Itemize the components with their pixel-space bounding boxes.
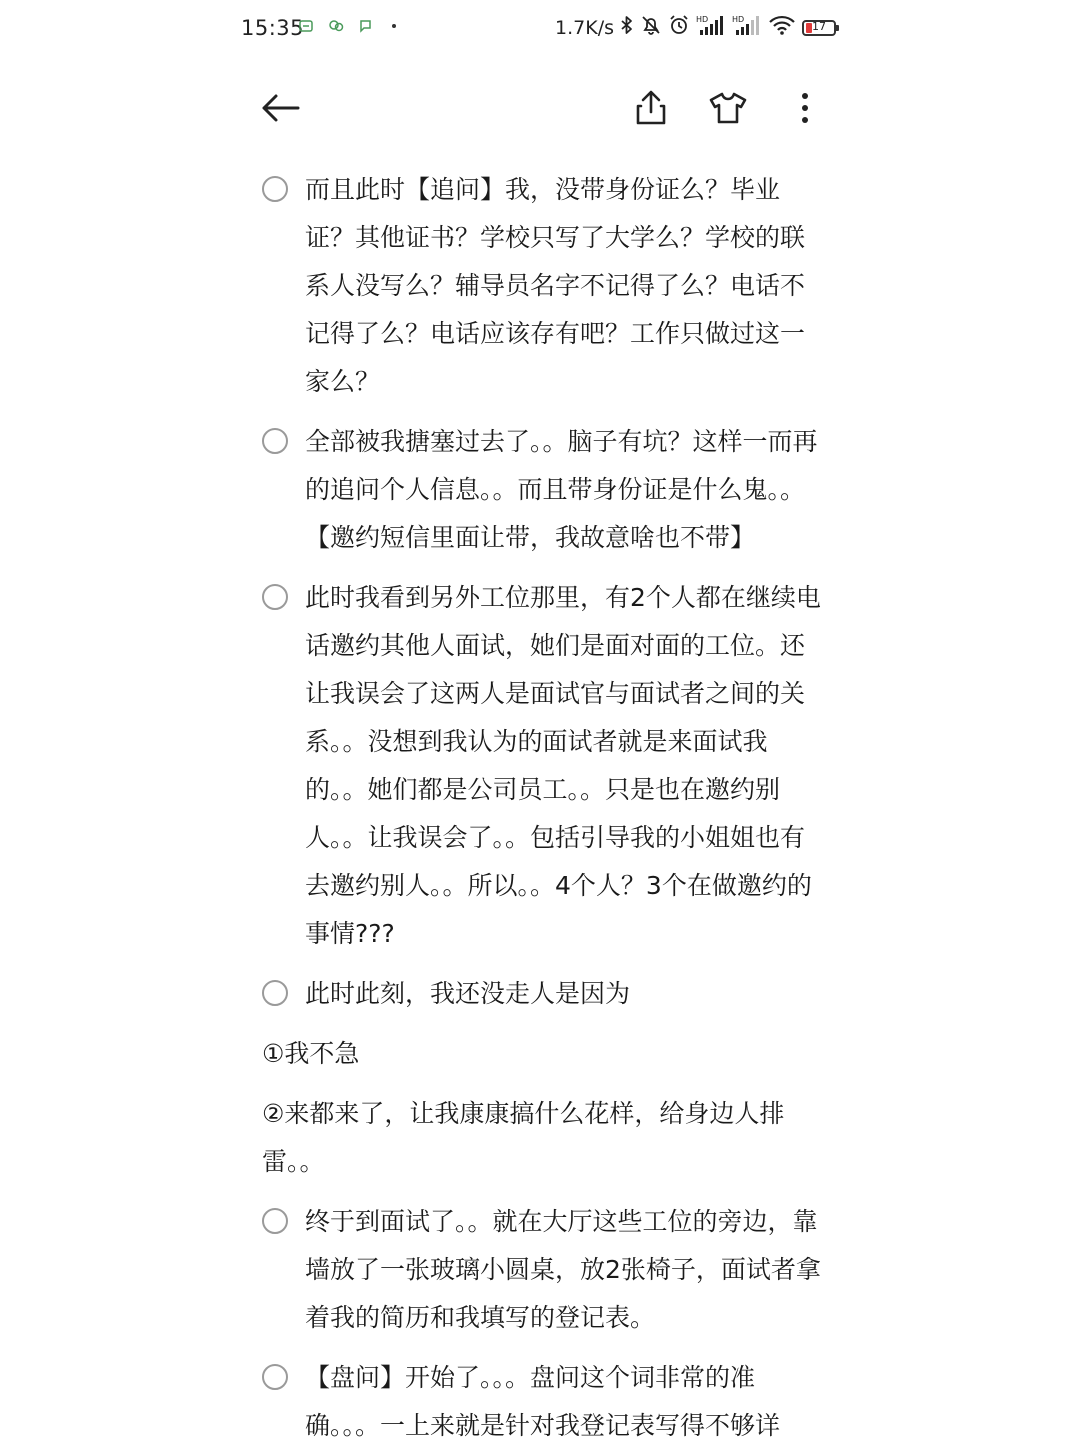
more-vertical-icon: [799, 92, 811, 124]
checklist-item: [262, 574, 822, 958]
arrow-left-icon: [260, 93, 300, 123]
svg-text:HD: HD: [732, 15, 745, 24]
checkbox-circle[interactable]: [262, 1364, 288, 1390]
paragraph-text[interactable]: ①我不急: [262, 1039, 360, 1068]
more-options-button[interactable]: [779, 82, 831, 134]
bluetooth-icon: [620, 15, 634, 40]
svg-text:HD: HD: [696, 15, 709, 24]
wifi-icon: [768, 14, 796, 41]
app-notification-icon: [298, 18, 314, 34]
checklist-item: [262, 1354, 822, 1450]
battery-level-text: 17: [812, 19, 826, 33]
theme-button[interactable]: [702, 82, 754, 134]
chat-notification-icon: [328, 18, 344, 34]
status-time: 15:35: [241, 16, 305, 40]
paragraph-text[interactable]: ②来都来了，让我康康搞什么花样，给身边人排雷。。: [262, 1099, 785, 1176]
shirt-icon: [708, 91, 748, 125]
signal-hd-2-icon: [732, 14, 762, 41]
share-icon: [635, 90, 667, 126]
checklist-item: [262, 970, 822, 1018]
message-notification-icon: [358, 18, 374, 34]
checkbox-circle[interactable]: [262, 584, 288, 610]
note-content: [262, 166, 822, 1450]
share-button[interactable]: [625, 82, 677, 134]
back-button[interactable]: [254, 82, 306, 134]
notification-icons: [298, 18, 396, 34]
checklist-item-text[interactable]: 【盘问】开始了。。。盘问这个词非常的准确。。。一上来就是针对我登记表写得不够详: [305, 1363, 781, 1440]
network-speed: 1.7K/s: [555, 16, 614, 39]
checklist-item-text[interactable]: 而且此时【追问】我，没带身份证么？毕业证？其他证书？学校只写了大学么？学校的联系人没写么？辅导员名字不记得了么？电话不记得了么？电话应该存有吧？工作只做过这一家么？: [305, 175, 806, 396]
checklist-item-text[interactable]: 全部被我搪塞过去了。。脑子有坑？这样一而再的追问个人信息。。而且带身份证是什么鬼。。【邀约短信里面让带，我故意啥也不带】: [305, 427, 818, 552]
top-toolbar: [0, 78, 1080, 140]
battery-icon: [802, 20, 836, 36]
more-notifications-dot: [392, 24, 396, 28]
checklist-item-text[interactable]: 终于到面试了。。就在大厅这些工位的旁边，靠墙放了一张玻璃小圆桌，放2张椅子，面试者拿着我的简历和我填写的登记表。: [305, 1207, 821, 1332]
checklist-item: [262, 1198, 822, 1342]
checklist-item: [262, 166, 822, 406]
checkbox-circle[interactable]: [262, 176, 288, 202]
checkbox-circle[interactable]: [262, 1208, 288, 1234]
checklist-item: [262, 418, 822, 562]
signal-hd-1-icon: [696, 14, 726, 41]
checkbox-circle[interactable]: [262, 428, 288, 454]
checklist-item-text[interactable]: 此时此刻，我还没走人是因为: [305, 979, 631, 1008]
status-bar: [0, 0, 1080, 58]
checkbox-circle[interactable]: [262, 980, 288, 1006]
status-right: [555, 14, 836, 41]
alarm-icon: [668, 14, 690, 41]
checklist-item-text[interactable]: 此时我看到另外工位那里，有2个人都在继续电话邀约其他人面试，她们是面对面的工位。还让我误会了这两人是面试官与面试者之间的关系。。没想到我认为的面试者就是来面试我的。。她们都是公司员工。。只是也在邀约别人。。让我误会了。。包括引导我的小姐姐也有去邀约别人。。所以。。4个人？3个在做邀约的事情???: [305, 583, 821, 948]
mute-bell-icon: [640, 14, 662, 41]
